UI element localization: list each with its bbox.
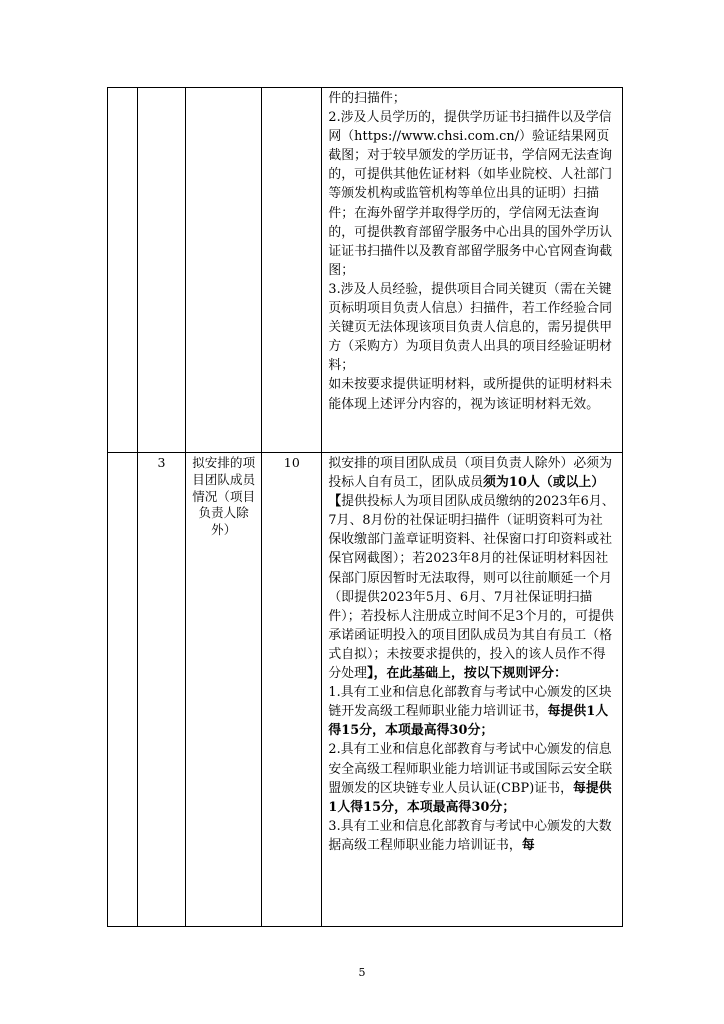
requirement-line: 3.涉及人员经验，提供项目合同关键页（需在关键页标明项目负责人信息）扫描件，若工作经验合同关键页无法体现该项目负责人信息的，需另提供甲方（采购方）为项目负责人出具的项目经验证明材料； xyxy=(328,281,613,374)
score-cell xyxy=(262,453,322,927)
requirement-paragraph: 1.具有工业和信息化部教育与考试中心颁发的区块链开发高级工程师职业能力培训证书，每提供1人得15分，本项最高得30分； xyxy=(328,685,612,739)
requirement-cell xyxy=(322,88,623,453)
requirement-paragraph: 2.具有工业和信息化部教育与考试中心颁发的信息安全高级工程师职业能力培训证书或国际云安全联盟颁发的区块链专业人员认证(CBP)证书，每提供1人得15分，本项最高得30分； xyxy=(328,742,613,815)
scoring-table xyxy=(107,87,623,927)
page-number: 5 xyxy=(358,966,366,979)
table-row xyxy=(108,88,623,453)
item-title: 拟安排的项目团队成员情况（项目负责人除外） xyxy=(192,455,256,538)
requirement-cell xyxy=(322,453,623,927)
table-row xyxy=(108,453,623,927)
requirement-line: 件的扫描件； xyxy=(328,91,406,106)
score-cell xyxy=(262,88,322,453)
item-score: 10 xyxy=(283,455,300,470)
item-number: 3 xyxy=(157,455,166,470)
number-cell xyxy=(138,88,186,453)
blank-cell xyxy=(108,88,138,453)
requirement-paragraph: 拟安排的项目团队成员（项目负责人除外）必须为投标人自有员工，团队成员须为10人（或以上）【提供投标人为项目团队成员缴纳的2023年6月、7月、8月份的社保证明扫描件（证明资料可为社保收缴部门盖章证明资料、社保窗口打印资料或社保官网截图）；若2023年8月的社保证明材料因社保部门原因暂时无法取得，则可以往前顺延一个月（即提供2023年5月、6月、7月社保证明扫描件）；若投标人注册成立时间不足3个月的，可提供承诺函证明投入的项目团队成员为其自有员工（格式自拟）；未按要求提供的，投入的该人员作不得分处理】，在此基础上，按以下规则评分： xyxy=(328,456,615,682)
requirement-line: 如未按要求提供证明材料，或所提供的证明材料未能体现上述评分内容的，视为该证明材料无效。 xyxy=(328,377,613,412)
requirement-line: 2.涉及人员学历的，提供学历证书扫描件以及学信网（https://www.chsi.com.cn/）验证结果网页截图；对于较早颁发的学历证书，学信网无法查询的，可提供其他佐证材料（如毕业院校、人社部门等颁发机构或监管机构等单位出具的证明）扫描件；在海外留学并取得学历的，学信网无法查询的，可提供教育部留学服务中心出具的国外学历认证证书扫描件以及教育部留学服务中心官网查询截图； xyxy=(328,110,613,278)
number-cell xyxy=(138,453,186,927)
blank-cell xyxy=(108,453,138,927)
requirement-paragraph: 3.具有工业和信息化部教育与考试中心颁发的大数据高级工程师职业能力培训证书，每 xyxy=(328,818,612,853)
item-cell xyxy=(186,88,262,453)
item-cell xyxy=(186,453,262,927)
